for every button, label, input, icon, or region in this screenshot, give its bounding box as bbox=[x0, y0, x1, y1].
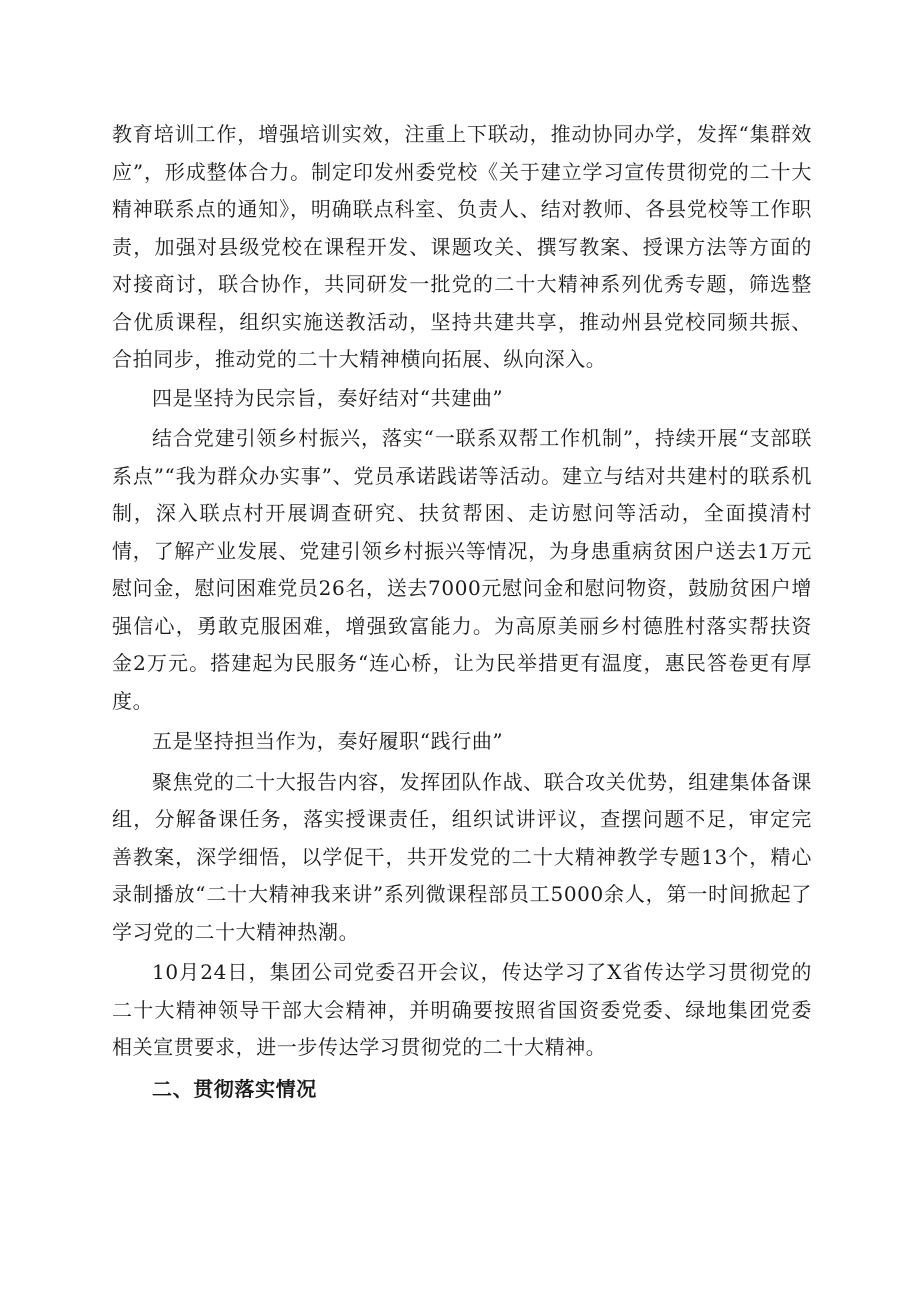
section-heading: 二、贯彻落实情况 bbox=[152, 1076, 317, 1101]
document-body bbox=[112, 116, 812, 1108]
subheading-four: 四是坚持为民宗旨，奏好结对“共建曲” bbox=[152, 385, 504, 410]
paragraph-collective-lesson-prep: 聚焦党的二十大报告内容，发挥团队作战、联合攻关优势，组建集体备课组，分解备课任务，落实授课责任，组织试讲评议，查摆问题不足，审定完善教案，深学细悟，以学促干，共开发党的二十大精神教学专题13个，精心录制播放“二十大精神我来讲”系列微课程部员工5000余人，第一时间掀起了学习党的二十大精神热潮。 bbox=[112, 769, 812, 944]
paragraph-rural-revitalization: 结合党建引领乡村振兴，落实“一联系双帮工作机制”，持续开展“支部联系点”“我为群众办实事”、党员承诺践诺等活动。建立与结对共建村的联系机制，深入联点村开展调查研究、扶贫帮困、走访慰问等活动，全面摸清村情，了解产业发展、党建引领乡村振兴等情况，为身患重病贫困户送去1万元慰问金，慰问困难党员26名，送去7000元慰问金和慰问物资，鼓励贫困户增强信心，勇敢克服困难，增强致富能力。为高原美丽乡村德胜村落实帮扶资金2万元。搭建起为民服务“连心桥，让为民举措更有温度，惠民答卷更有厚度。 bbox=[112, 426, 812, 713]
subheading-five: 五是坚持担当作为，奏好履职“践行曲” bbox=[152, 729, 504, 753]
paragraph-training-cooperation: 教育培训工作，增强培训实效，注重上下联动，推动协同办学，发挥“集群效应”，形成整体合力。制定印发州委党校《关于建立学习宣传贯彻党的二十大精神联系点的通知》，明确联点科室、负责人、结对教师、各县党校等工作职责，加强对县级党校在课程开发、课题攻关、撰写教案、授课方法等方面的对接商讨，联合协作，共同研发一批党的二十大精神系列优秀专题，筛选整合优质课程，组织实施送教活动，坚持共建共享，推动州县党校同频共振、合拍同步，推动党的二十大精神横向拓展、纵向深入。 bbox=[112, 122, 812, 371]
paragraph-group-meeting: 10月24日，集团公司党委召开会议，传达学习了X省传达学习贯彻党的二十大精神领导干部大会精神，并明确要按照省国资委党委、绿地集团党委相关宣贯要求，进一步传达学习贯彻党的二十大精神。 bbox=[112, 960, 812, 1059]
